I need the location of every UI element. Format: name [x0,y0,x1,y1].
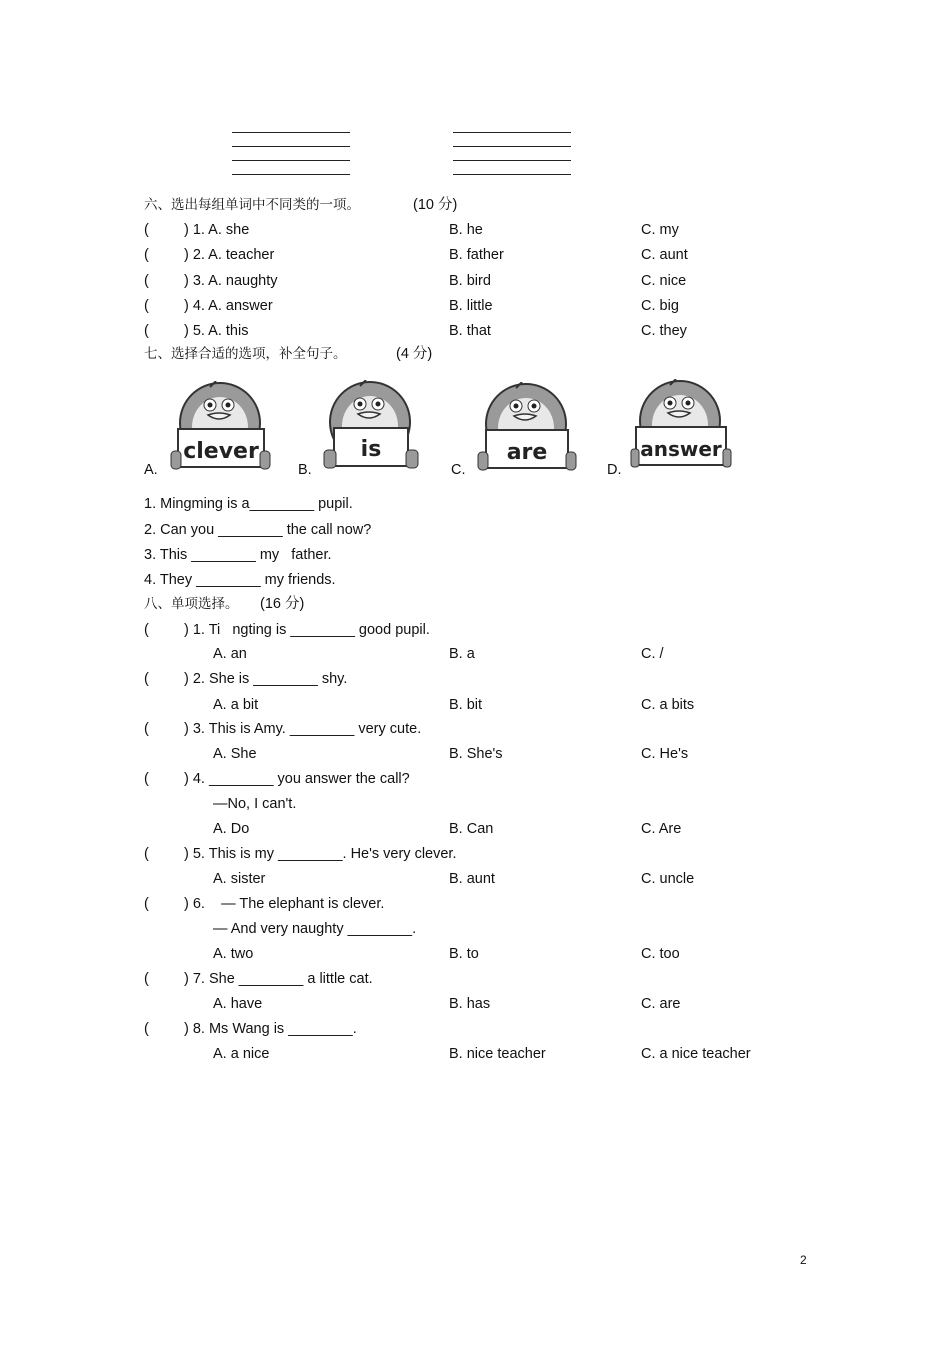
option-a-text: A. an [213,646,247,662]
option-b-text: B. She's [449,746,503,762]
option-b-text: B. has [449,996,491,1012]
option-letter: C. [451,462,466,478]
option-c-text: C. uncle [641,871,695,887]
writing-line [453,174,571,175]
section7-heading: 七、选择合适的选项，补全句子。 [144,346,347,362]
option-c-text: C. / [641,646,664,662]
option-letter: B. [298,462,312,478]
penguin-sign-icon [170,381,272,473]
section8-score: (16 分) [260,596,305,612]
penguin-sign-icon [320,380,422,472]
option-c-text: C. are [641,996,681,1012]
option-letter: D. [607,462,622,478]
option-a-text: A. She [213,746,257,762]
fill-sentence: 1. Mingming is a________ pupil. [144,496,353,512]
option-a-text: A. a nice [213,1046,270,1062]
question-text: ) 2. She is ________ shy. [184,671,348,687]
svg-text:answer: answer [640,437,722,461]
fill-sentence: 4. They ________ my friends. [144,572,336,588]
fill-sentence: 2. Can you ________ the call now? [144,522,372,538]
option-b-text: B. Can [449,821,494,837]
option-a-text: A. Do [213,821,250,837]
question-extra: —No, I can't. [213,796,297,812]
svg-text:is: is [360,437,382,462]
option-c-text: C. He's [641,746,689,762]
option-c-text: C. a bits [641,697,695,713]
fill-sentence: 3. This ________ my father. [144,547,332,563]
writing-line [232,132,350,133]
svg-text:clever: clever [183,439,259,464]
question-text: ) 6. — The elephant is clever. [184,896,385,912]
penguin-sign-icon [476,382,578,474]
option-b-text: B. a [449,646,475,662]
section8-heading: 八、单项选择。 [144,596,239,612]
option-a-text: A. sister [213,871,266,887]
option-a-text: A. two [213,946,254,962]
option-c-text: C. a nice teacher [641,1046,751,1062]
section6-score: (10 分) [413,197,458,213]
writing-line [453,160,571,161]
writing-line [453,146,571,147]
option-b-text: B. nice teacher [449,1046,546,1062]
option-c-text: C. Are [641,821,682,837]
writing-line [232,174,350,175]
option-b-text: B. aunt [449,871,495,887]
question-text: ) 1. Ti ngting is ________ good pupil. [184,622,430,638]
question-text: ) 8. Ms Wang is ________. [184,1021,357,1037]
question-text: ) 5. This is my ________. He's very clever. [184,846,457,862]
penguin-sign-icon [630,379,732,471]
option-b-text: B. to [449,946,479,962]
option-a-text: A. a bit [213,697,259,713]
section7-score: (4 分) [396,346,433,362]
question-text: ) 7. She ________ a little cat. [184,971,373,987]
question-text: ) 3. This is Amy. ________ very cute. [184,721,422,737]
option-a-text: A. have [213,996,263,1012]
option-c-text: C. too [641,946,680,962]
writing-line [453,132,571,133]
section6-heading: 六、选出每组单词中不同类的一项。 [144,197,360,213]
svg-text:are: are [506,440,548,465]
writing-line [232,146,350,147]
option-b-text: B. bit [449,697,483,713]
question-text: ) 4. ________ you answer the call? [184,771,410,787]
writing-line [232,160,350,161]
option-letter: A. [144,462,158,478]
question-extra: — And very naughty ________. [213,921,417,937]
page-number: 2 [800,1253,807,1267]
